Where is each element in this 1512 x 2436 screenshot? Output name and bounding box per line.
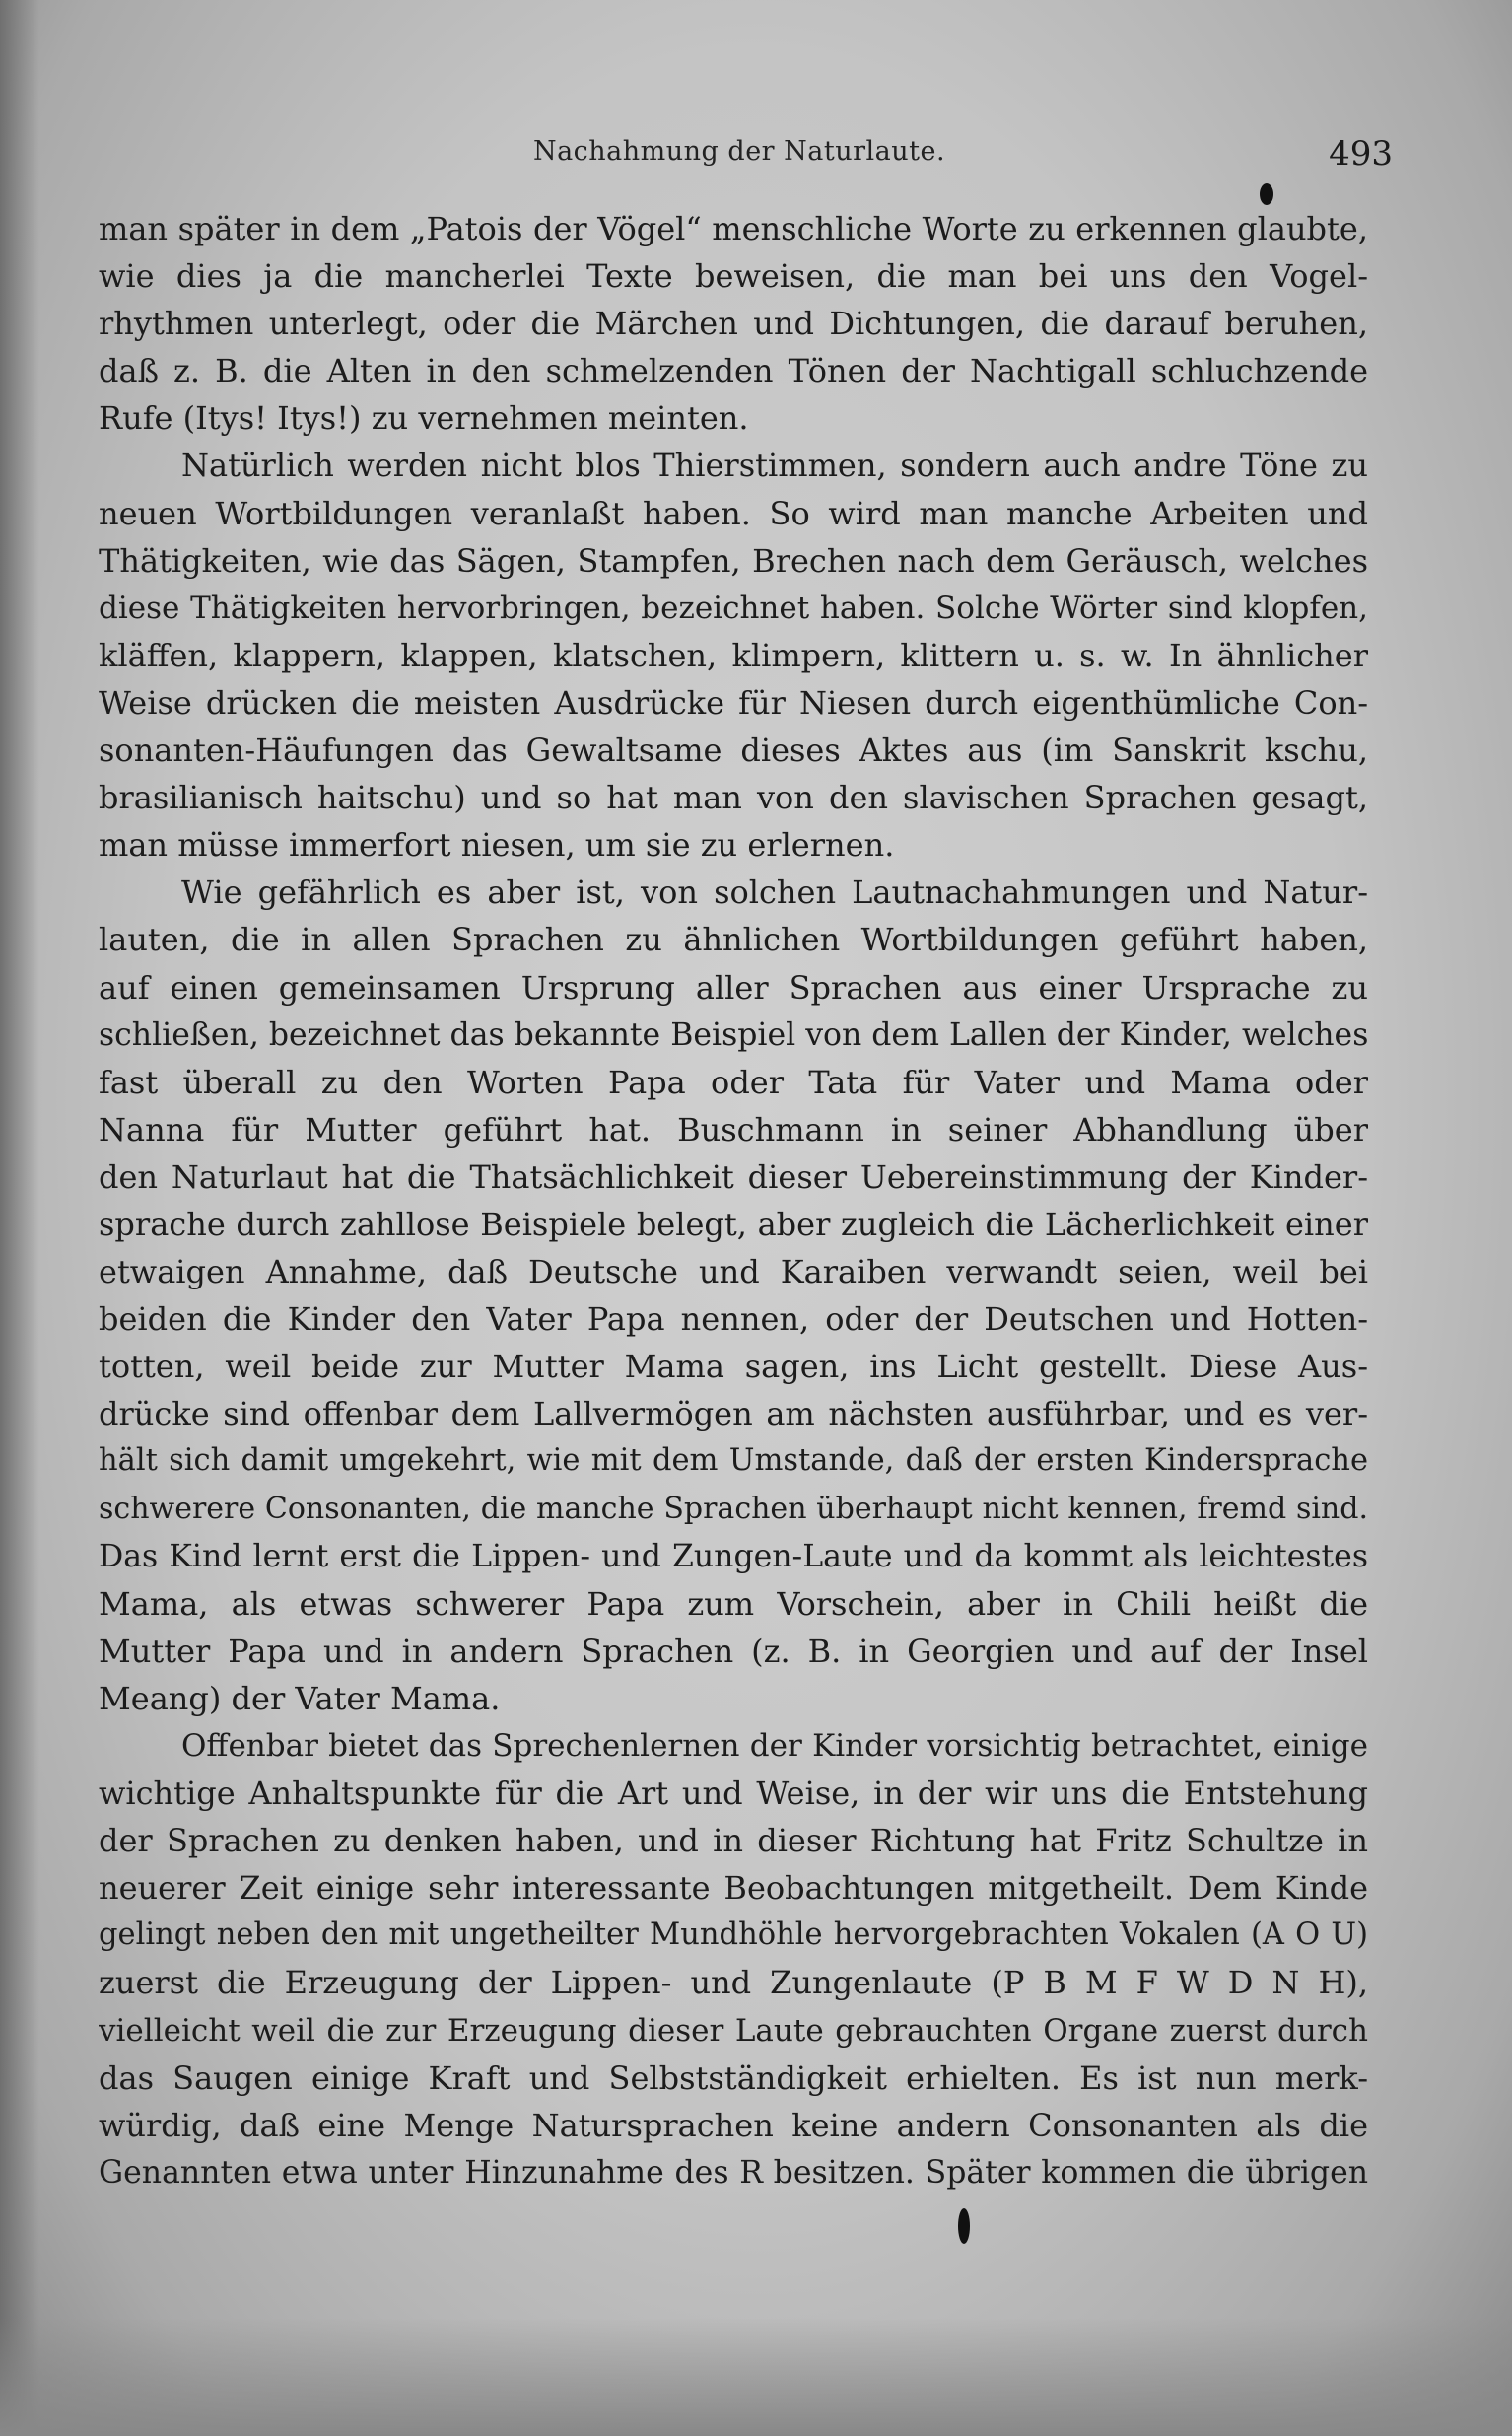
text-line: zuerst die Erzeugung der Lippen- und Zungenlaute (P B M F W D N H), [99,1964,1368,2002]
page-number: 493 [1329,134,1393,174]
text-line: Natürlich werden nicht blos Thierstimmen, sondern auch andre Töne zu [181,447,1368,485]
text-line: etwaigen Annahme, daß Deutsche und Karaiben verwandt seien, weil bei [99,1253,1368,1291]
text-line: der Sprachen zu denken haben, und in dieser Richtung hat Fritz Schultze in [99,1822,1368,1860]
text-line: Genannten etwa unter Hinzunahme des R besitzen. Später kommen die übrigen [99,2154,1368,2191]
text-line: kläffen, klappern, klappen, klatschen, klimpern, klittern u. s. w. In ähnlicher [99,636,1368,674]
text-line: wie dies ja die mancherlei Texte beweisen, die man bei uns den Vogel- [99,257,1368,296]
text-line: das Saugen einige Kraft und Selbstständigkeit erhielten. Es ist nun merk- [99,2058,1368,2097]
text-line: neuerer Zeit einige sehr interessante Beobachtungen mitgetheilt. Dem Kinde [99,1869,1368,1908]
text-line: lauten, die in allen Sprachen zu ähnlichen Wortbildungen geführt haben, [99,921,1368,959]
text-line: Weise drücken die meisten Ausdrücke für Niesen durch eigenthümliche Con- [99,683,1368,722]
page-bottom-shadow [0,2318,1512,2436]
text-line: auf einen gemeinsamen Ursprung aller Sprachen aus einer Ursprache zu [99,968,1368,1007]
text-line: schwerere Consonanten, die manche Sprachen überhaupt nicht kennen, fremd sind. [99,1491,1368,1526]
page-edge-shadow [0,0,39,2436]
text-line: sonanten-Häufungen das Gewaltsame dieses Aktes aus (im Sanskrit kschu, [99,731,1368,770]
text-line: hält sich damit umgekehrt, wie mit dem Umstande, daß der ersten Kindersprache [99,1443,1368,1479]
text-line: Offenbar bietet das Sprechenlernen der Kinder vorsichtig betrachtet, einige [181,1728,1368,1764]
text-line: rhythmen unterlegt, oder die Märchen und Dichtungen, die darauf beruhen, [99,305,1368,343]
text-line: wichtige Anhaltspunkte für die Art und Weise, in der wir uns die Entstehung [99,1775,1368,1813]
text-line: man müsse immerfort niesen, um sie zu erlernen. [99,826,895,865]
text-line: Thätigkeiten, wie das Sägen, Stampfen, Brechen nach dem Geräusch, welches [99,541,1368,580]
text-line: brasilianisch haitschu) und so hat man von den slavischen Sprachen gesagt, [99,779,1368,817]
text-line: neuen Wortbildungen veranlaßt haben. So wird man manche Arbeiten und [99,494,1368,532]
text-line: diese Thätigkeiten hervorbringen, bezeichnet haben. Solche Wörter sind klopfen, [99,590,1368,626]
text-line: Mutter Papa und in andern Sprachen (z. B. in Georgien und auf der Insel [99,1632,1368,1670]
text-line: Rufe (Itys! Itys!) zu vernehmen meinten. [99,399,749,438]
text-line: gelingt neben den mit ungetheilter Mundhöhle hervorgebrachten Vokalen (A O U) [99,1917,1368,1953]
text-line: Mama, als etwas schwerer Papa zum Vorschein, aber in Chili heißt die [99,1584,1368,1623]
text-line: beiden die Kinder den Vater Papa nennen, oder der Deutschen und Hotten- [99,1300,1368,1339]
text-line: würdig, daß eine Menge Natursprachen keine andern Consonanten als die [99,2106,1368,2144]
ink-smudge-bottom [958,2208,970,2244]
text-line: Wie gefährlich es aber ist, von solchen Lautnachahmungen und Natur- [181,873,1368,912]
running-head: Nachahmung der Naturlaute. [532,136,946,167]
text-line: daß z. B. die Alten in den schmelzenden Tönen der Nachtigall schluchzende [99,352,1368,390]
text-line: Meang) der Vater Mama. [99,1679,501,1717]
text-line: Das Kind lernt erst die Lippen- und Zungen-Laute und da kommt als leichtestes [99,1538,1368,1574]
text-line: fast überall zu den Worten Papa oder Tata für Vater und Mama oder [99,1063,1368,1101]
text-line: totten, weil beide zur Mutter Mama sagen, ins Licht gestellt. Diese Aus- [99,1348,1368,1386]
text-line: Nanna für Mutter geführt hat. Buschmann in seiner Abhandlung über [99,1110,1368,1148]
text-line: drücke sind offenbar dem Lallvermögen am nächsten ausführbar, und es ver- [99,1395,1368,1433]
body-text [99,205,1368,2196]
text-line: sprache durch zahllose Beispiele belegt, aber zugleich die Lächerlichkeit einer [99,1205,1368,1243]
page-header [99,134,1393,175]
text-line: schließen, bezeichnet das bekannte Beispiel von dem Lallen der Kinder, welches [99,1016,1368,1053]
text-line: man später in dem „Patois der Vögel“ menschliche Worte zu erkennen glaubte, [99,210,1368,247]
ink-smudge-top [1260,183,1273,205]
text-line: den Naturlaut hat die Thatsächlichkeit dieser Uebereinstimmung der Kinder- [99,1157,1368,1196]
text-line: vielleicht weil die zur Erzeugung dieser Laute gebrauchten Organe zuerst durch [99,2012,1368,2049]
